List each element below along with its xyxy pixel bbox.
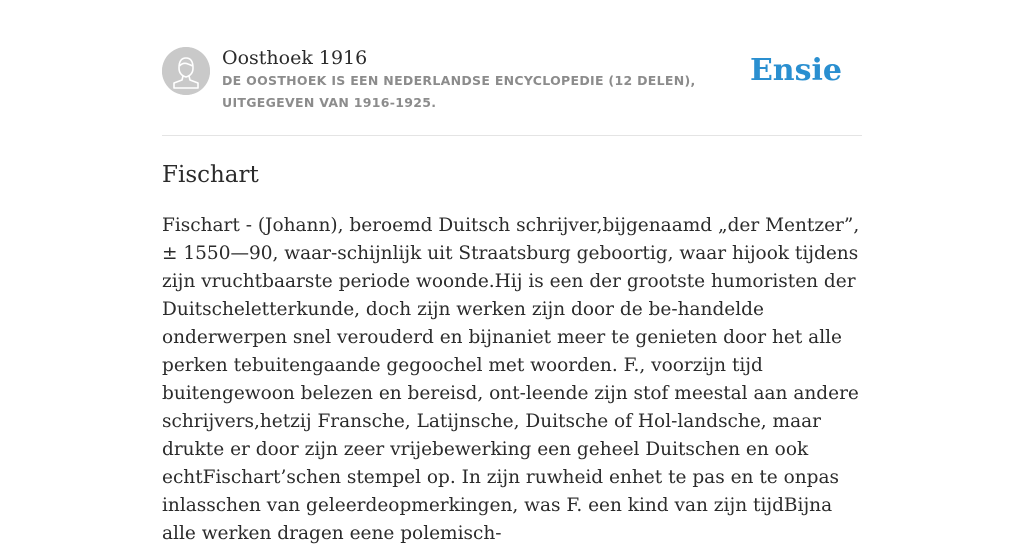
source-header: [162, 46, 862, 126]
source-title[interactable]: Oosthoek 1916: [222, 47, 368, 69]
entry-title: Fischart: [162, 162, 259, 188]
entry-body: Fischart - (Johann), beroemd Duitsch schrijver,bijgenaamd „der Mentzer”, ± 1550—90, waar-schijnlijk uit Straatsburg geboortig, waar hijook tijdens zijn vruchtbaarste periode woonde.Hij is een der grootste humoristen der Duitscheletterkunde, doch zijn werken zijn door de be-handelde onderwerpen snel verouderd en bijnaniet meer te genieten door het alle perken tebuitengaande gegoochel met woorden. F., voorzijn tijd buitengewoon belezen en bereisd, ont-leende zijn stof meestal aan andere schrijvers,hetzij Fransche, Latijnsche, Duitsche of Hol-landsche, maar drukte er door zijn zeer vrijebewerking een geheel Duitschen en ook echtFischart’schen stempel op. In zijn ruwheid enhet te pas en te onpas inlasschen van geleerdeopmerkingen, was F. een kind van zijn tijdBijna alle werken dragen eene polemisch-: [162, 215, 860, 544]
page: [162, 0, 862, 544]
header-divider: [162, 135, 862, 136]
ensie-logo-link[interactable]: Ensie: [749, 53, 842, 88]
source-description: DE OOSTHOEK IS EEN NEDERLANDSE ENCYCLOPEDIE (12 DELEN), UITGEGEVEN VAN 1916-1925.: [222, 73, 696, 110]
user-outline-icon: [162, 47, 210, 95]
source-avatar[interactable]: [162, 47, 210, 95]
source-info: [222, 46, 757, 114]
